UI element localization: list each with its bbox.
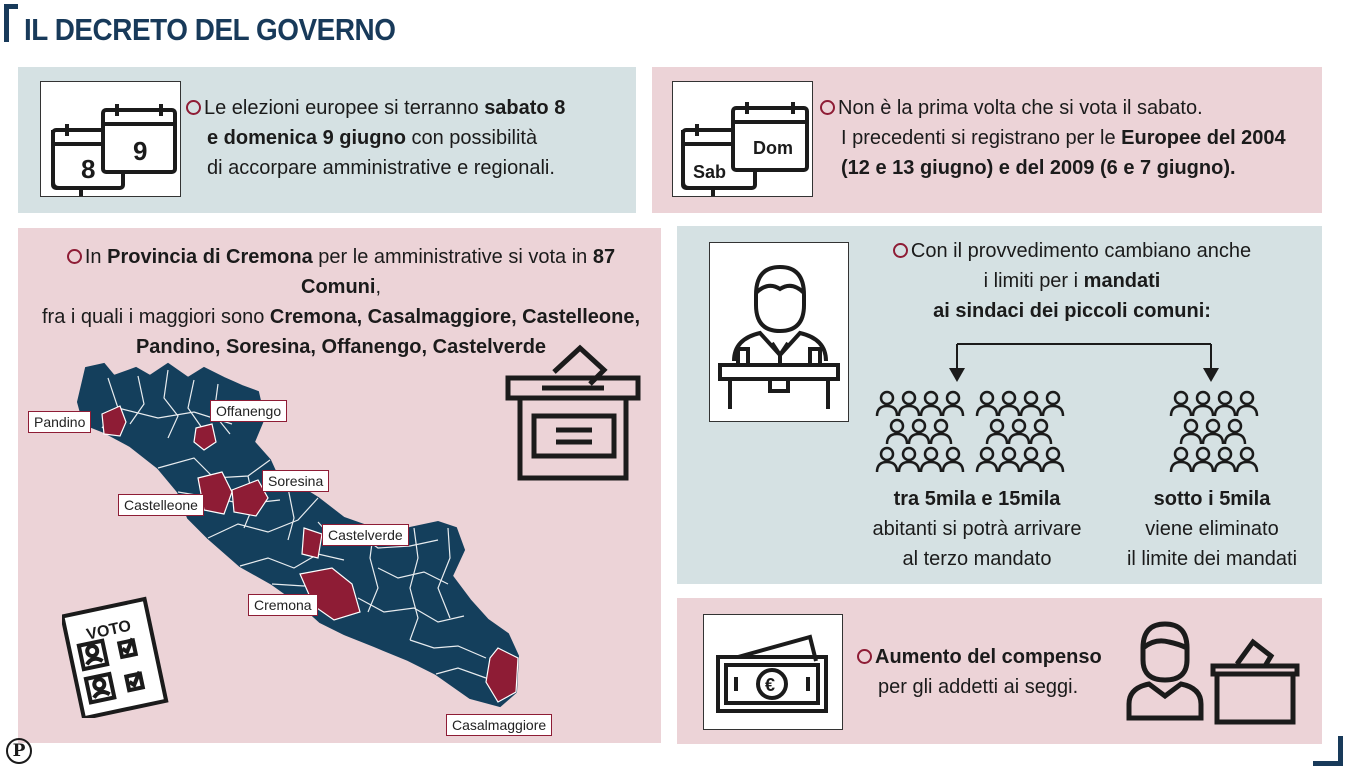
money-icon-box bbox=[703, 614, 843, 730]
voting-ballot-icon bbox=[62, 596, 172, 718]
arrow-down-icon bbox=[949, 368, 965, 382]
ballot-box-icon bbox=[502, 338, 644, 484]
map-label-castelverde: Castelverde bbox=[322, 524, 409, 546]
calendar-icon bbox=[673, 82, 812, 196]
panel-saturday-vote bbox=[652, 67, 1322, 213]
calendar-icon-box bbox=[40, 81, 181, 197]
small-towns-rule: tra 5mila e 15mila abitanti si potrà arrivare al terzo mandato bbox=[872, 488, 1082, 570]
map-label-castelleone: Castelleone bbox=[118, 494, 204, 516]
calendar-icon bbox=[41, 82, 180, 196]
calendar-day-9: 9 bbox=[133, 136, 148, 166]
arrow-down-icon bbox=[1203, 368, 1219, 382]
map-label-casalmaggiore: Casalmaggiore bbox=[446, 714, 552, 736]
mayor-icon-box bbox=[709, 242, 849, 422]
castelverde-shape bbox=[302, 528, 322, 558]
page-title: IL DECRETO DEL GOVERNO bbox=[24, 12, 396, 47]
calendar-day-8: 8 bbox=[81, 154, 96, 184]
panel-cremona-province bbox=[18, 228, 661, 743]
bullet-icon bbox=[857, 649, 872, 664]
euro-banknote-icon bbox=[704, 615, 842, 729]
corner-decoration bbox=[1313, 736, 1343, 766]
people-group-small-icon bbox=[1167, 388, 1267, 478]
corner-decoration bbox=[4, 4, 18, 42]
panel-election-dates bbox=[18, 67, 636, 213]
map-label-pandino: Pandino bbox=[28, 411, 91, 433]
bullet-icon bbox=[893, 243, 908, 258]
map-label-cremona: Cremona bbox=[248, 594, 318, 616]
branch-arrows bbox=[947, 336, 1227, 386]
map-label-offanengo: Offanengo bbox=[210, 400, 287, 422]
bullet-icon bbox=[820, 100, 835, 115]
map-label-soresina: Soresina bbox=[262, 470, 329, 492]
panel-mayor-terms bbox=[677, 226, 1322, 584]
poll-worker-icon bbox=[1125, 618, 1205, 722]
ballot-box-small-icon bbox=[1207, 634, 1303, 726]
panel1-text: Le elezioni europee si terranno sabato 8 e domenica 9 giugno con possibilità di accorpare amministrative e regionali. bbox=[186, 93, 626, 183]
ballot-label: VOTO bbox=[85, 617, 133, 644]
panel4-text: Con il provvedimento cambiano anche i limiti per i mandati ai sindaci dei piccoli comuni: bbox=[872, 236, 1272, 326]
panel3-text: In Provincia di Cremona per le amministrative si vota in 87 Comuni, fra i quali i maggiori sono Cremona, Casalmaggiore, Castelleone, Pandino, Soresina, Offanengo, Castelverde bbox=[41, 246, 641, 358]
people-group-large-icon bbox=[873, 388, 1093, 478]
bullet-icon bbox=[186, 100, 201, 115]
tiny-towns-rule: sotto i 5mila viene eliminato il limite dei mandati bbox=[1126, 488, 1298, 570]
calendar-sab: Sab bbox=[693, 162, 727, 182]
calendar-dom: Dom bbox=[753, 138, 793, 158]
panel-polling-staff-pay bbox=[677, 598, 1322, 744]
panel5-text: Aumento del compenso per gli addetti ai seggi. bbox=[857, 642, 1117, 702]
publisher-logo: P bbox=[6, 738, 32, 764]
sab-dom-calendar-box bbox=[672, 81, 813, 197]
mayor-at-desk-icon bbox=[710, 243, 848, 421]
panel2-text: Non è la prima volta che si vota il sabato. I precedenti si registrano per le Europee del 2004 (12 e 13 giugno) e del 2009 (6 e 7 giugno). bbox=[820, 93, 1315, 183]
euro-icon: € bbox=[765, 675, 776, 695]
